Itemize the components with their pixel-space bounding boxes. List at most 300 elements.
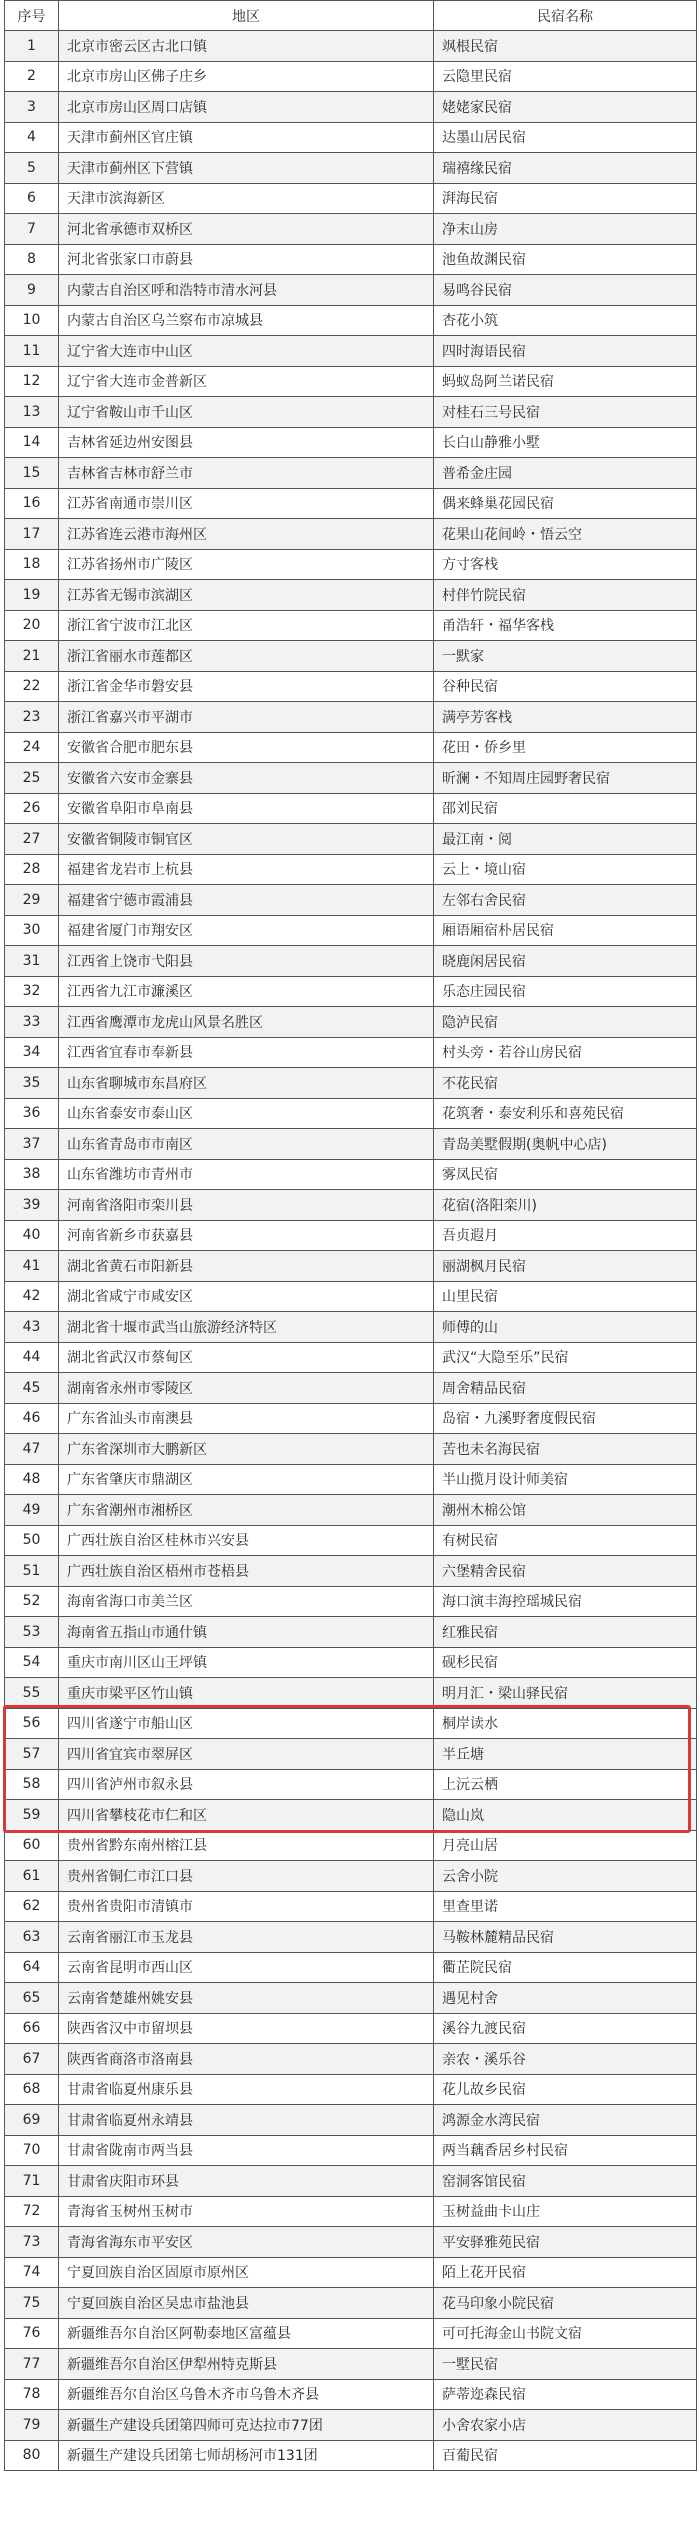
row-region: 河南省新乡市获嘉县	[59, 1220, 434, 1251]
row-number: 47	[5, 1434, 59, 1465]
row-region: 河北省承德市双桥区	[59, 214, 434, 245]
row-region: 重庆市南川区山王坪镇	[59, 1647, 434, 1678]
row-homestay-name: 隐山岚	[434, 1800, 697, 1831]
row-number: 28	[5, 854, 59, 885]
row-region: 云南省楚雄州姚安县	[59, 1983, 434, 2014]
row-region: 重庆市梁平区竹山镇	[59, 1678, 434, 1709]
row-number: 57	[5, 1739, 59, 1770]
row-homestay-name: 可可托海金山书院文宿	[434, 2318, 697, 2349]
table-row	[5, 2166, 697, 2197]
header-homestay-name: 民宿名称	[434, 1, 697, 31]
row-number: 10	[5, 305, 59, 336]
row-region: 湖北省咸宁市咸安区	[59, 1281, 434, 1312]
row-number: 31	[5, 946, 59, 977]
row-homestay-name: 遇见村舍	[434, 1983, 697, 2014]
row-homestay-name: 丽湖枫月民宿	[434, 1251, 697, 1282]
row-number: 66	[5, 2013, 59, 2044]
table-row	[5, 2288, 697, 2319]
table-row	[5, 1251, 697, 1282]
table-row	[5, 397, 697, 428]
row-homestay-name: 武汉“大隐至乐”民宿	[434, 1342, 697, 1373]
row-region: 山东省泰安市泰山区	[59, 1098, 434, 1129]
row-region: 江苏省无锡市滨湖区	[59, 580, 434, 611]
table-row	[5, 1983, 697, 2014]
row-homestay-name: 易鸣谷民宿	[434, 275, 697, 306]
row-homestay-name: 砚杉民宿	[434, 1647, 697, 1678]
row-homestay-name: 月亮山居	[434, 1830, 697, 1861]
table-row	[5, 2379, 697, 2410]
row-region: 内蒙古自治区呼和浩特市清水河县	[59, 275, 434, 306]
table-row	[5, 2227, 697, 2258]
row-homestay-name: 花儿故乡民宿	[434, 2074, 697, 2105]
table-row	[5, 1769, 697, 1800]
row-homestay-name: 晓鹿闲居民宿	[434, 946, 697, 977]
row-region: 福建省龙岩市上杭县	[59, 854, 434, 885]
table-row	[5, 1220, 697, 1251]
table-row	[5, 31, 697, 62]
row-number: 44	[5, 1342, 59, 1373]
row-homestay-name: 云舍小院	[434, 1861, 697, 1892]
row-homestay-name: 花果山花间岭・悟云空	[434, 519, 697, 550]
row-homestay-name: 乐态庄园民宿	[434, 976, 697, 1007]
row-region: 内蒙古自治区乌兰察布市凉城县	[59, 305, 434, 336]
row-homestay-name: 满亭芳客栈	[434, 702, 697, 733]
row-region: 江西省上饶市弋阳县	[59, 946, 434, 977]
row-region: 广东省深圳市大鹏新区	[59, 1434, 434, 1465]
row-region: 河南省洛阳市栾川县	[59, 1190, 434, 1221]
table-body	[5, 31, 697, 2471]
row-region: 辽宁省大连市金普新区	[59, 366, 434, 397]
row-number: 72	[5, 2196, 59, 2227]
row-homestay-name: 花马印象小院民宿	[434, 2288, 697, 2319]
row-homestay-name: 平安驿雅苑民宿	[434, 2227, 697, 2258]
row-homestay-name: 潮州木棉公馆	[434, 1495, 697, 1526]
row-number: 55	[5, 1678, 59, 1709]
row-number: 43	[5, 1312, 59, 1343]
row-region: 陕西省商洛市洛南县	[59, 2044, 434, 2075]
row-number: 38	[5, 1159, 59, 1190]
row-homestay-name: 岛宿・九溪野奢度假民宿	[434, 1403, 697, 1434]
row-region: 福建省宁德市霞浦县	[59, 885, 434, 916]
row-region: 广东省肇庆市鼎湖区	[59, 1464, 434, 1495]
row-number: 80	[5, 2440, 59, 2471]
row-number: 20	[5, 610, 59, 641]
table-row	[5, 1647, 697, 1678]
row-homestay-name: 吾贞遐月	[434, 1220, 697, 1251]
row-region: 新疆维吾尔自治区阿勒泰地区富蕴县	[59, 2318, 434, 2349]
row-region: 贵州省贵阳市清镇市	[59, 1891, 434, 1922]
table-row	[5, 1586, 697, 1617]
row-homestay-name: 溪谷九渡民宿	[434, 2013, 697, 2044]
row-homestay-name: 衢芷院民宿	[434, 1952, 697, 1983]
row-homestay-name: 邵刘民宿	[434, 793, 697, 824]
row-region: 安徽省铜陵市铜官区	[59, 824, 434, 855]
row-homestay-name: 最江南・阅	[434, 824, 697, 855]
row-homestay-name: 湃海民宿	[434, 183, 697, 214]
row-region: 甘肃省陇南市两当县	[59, 2135, 434, 2166]
table-row	[5, 2257, 697, 2288]
row-homestay-name: 四时海语民宿	[434, 336, 697, 367]
row-homestay-name: 杏花小筑	[434, 305, 697, 336]
table-row	[5, 427, 697, 458]
row-number: 33	[5, 1007, 59, 1038]
row-number: 5	[5, 153, 59, 184]
row-region: 江西省九江市濂溪区	[59, 976, 434, 1007]
row-number: 24	[5, 732, 59, 763]
table-row	[5, 214, 697, 245]
row-number: 27	[5, 824, 59, 855]
row-number: 48	[5, 1464, 59, 1495]
row-region: 湖南省永州市零陵区	[59, 1373, 434, 1404]
row-number: 76	[5, 2318, 59, 2349]
row-homestay-name: 瑞禧缘民宿	[434, 153, 697, 184]
row-region: 北京市房山区佛子庄乡	[59, 61, 434, 92]
row-number: 2	[5, 61, 59, 92]
row-number: 25	[5, 763, 59, 794]
row-homestay-name: 左邻右舍民宿	[434, 885, 697, 916]
row-region: 山东省聊城市东昌府区	[59, 1068, 434, 1099]
table-row	[5, 1007, 697, 1038]
row-homestay-name: 池鱼故渊民宿	[434, 244, 697, 275]
row-region: 福建省厦门市翔安区	[59, 915, 434, 946]
table-row	[5, 824, 697, 855]
row-number: 49	[5, 1495, 59, 1526]
table-row	[5, 2410, 697, 2441]
row-number: 37	[5, 1129, 59, 1160]
table-row	[5, 153, 697, 184]
row-number: 3	[5, 92, 59, 123]
row-number: 8	[5, 244, 59, 275]
row-homestay-name: 厢语厢宿朴居民宿	[434, 915, 697, 946]
row-region: 甘肃省临夏州永靖县	[59, 2105, 434, 2136]
row-homestay-name: 昕澜・不知周庄园野奢民宿	[434, 763, 697, 794]
table-row	[5, 488, 697, 519]
row-number: 54	[5, 1647, 59, 1678]
row-homestay-name: 甬浩轩・福华客栈	[434, 610, 697, 641]
row-number: 50	[5, 1525, 59, 1556]
table-row	[5, 1617, 697, 1648]
table-row	[5, 1403, 697, 1434]
table-row	[5, 244, 697, 275]
row-homestay-name: 半山揽月设计师美宿	[434, 1464, 697, 1495]
table-row	[5, 2349, 697, 2380]
row-homestay-name: 半丘塘	[434, 1739, 697, 1770]
row-number: 62	[5, 1891, 59, 1922]
row-region: 宁夏回族自治区吴忠市盐池县	[59, 2288, 434, 2319]
table-row	[5, 1678, 697, 1709]
row-homestay-name: 达墨山居民宿	[434, 122, 697, 153]
table-row	[5, 122, 697, 153]
row-number: 35	[5, 1068, 59, 1099]
row-region: 北京市密云区古北口镇	[59, 31, 434, 62]
table-row	[5, 2196, 697, 2227]
row-homestay-name: 花筑奢・泰安利乐和喜苑民宿	[434, 1098, 697, 1129]
row-number: 12	[5, 366, 59, 397]
table-row	[5, 671, 697, 702]
table-row	[5, 1312, 697, 1343]
row-number: 79	[5, 2410, 59, 2441]
table-row	[5, 1159, 697, 1190]
table-row	[5, 2044, 697, 2075]
row-region: 新疆生产建设兵团第四师可克达拉市77团	[59, 2410, 434, 2441]
row-homestay-name: 两当藕香居乡村民宿	[434, 2135, 697, 2166]
row-homestay-name: 师傅的山	[434, 1312, 697, 1343]
row-number: 61	[5, 1861, 59, 1892]
row-number: 42	[5, 1281, 59, 1312]
row-region: 湖北省黄石市阳新县	[59, 1251, 434, 1282]
row-homestay-name: 山里民宿	[434, 1281, 697, 1312]
row-homestay-name: 隐泸民宿	[434, 1007, 697, 1038]
row-number: 13	[5, 397, 59, 428]
row-homestay-name: 鸿源金水湾民宿	[434, 2105, 697, 2136]
table-row	[5, 1190, 697, 1221]
table-row	[5, 915, 697, 946]
row-number: 52	[5, 1586, 59, 1617]
table-row	[5, 519, 697, 550]
row-homestay-name: 萨蒂迩森民宿	[434, 2379, 697, 2410]
row-number: 78	[5, 2379, 59, 2410]
row-number: 21	[5, 641, 59, 672]
row-homestay-name: 花宿(洛阳栾川)	[434, 1190, 697, 1221]
row-number: 30	[5, 915, 59, 946]
row-region: 江苏省连云港市海州区	[59, 519, 434, 550]
row-number: 73	[5, 2227, 59, 2258]
table-row	[5, 1098, 697, 1129]
row-homestay-name: 对桂石三号民宿	[434, 397, 697, 428]
row-homestay-name: 飒根民宿	[434, 31, 697, 62]
row-region: 广东省汕头市南澳县	[59, 1403, 434, 1434]
row-homestay-name: 云上・境山宿	[434, 854, 697, 885]
table-row	[5, 1068, 697, 1099]
row-number: 69	[5, 2105, 59, 2136]
row-region: 浙江省金华市磐安县	[59, 671, 434, 702]
row-number: 68	[5, 2074, 59, 2105]
row-region: 天津市蓟州区下营镇	[59, 153, 434, 184]
table-row	[5, 2318, 697, 2349]
row-homestay-name: 谷种民宿	[434, 671, 697, 702]
table-row	[5, 763, 697, 794]
table-row	[5, 1342, 697, 1373]
table-row	[5, 854, 697, 885]
row-homestay-name: 苦也未名海民宿	[434, 1434, 697, 1465]
row-region: 云南省丽江市玉龙县	[59, 1922, 434, 1953]
table-row	[5, 1800, 697, 1831]
table-row	[5, 732, 697, 763]
row-homestay-name: 百葡民宿	[434, 2440, 697, 2471]
row-region: 河北省张家口市蔚县	[59, 244, 434, 275]
table-row	[5, 1891, 697, 1922]
table-row	[5, 1495, 697, 1526]
row-homestay-name: 一墅民宿	[434, 2349, 697, 2380]
row-number: 70	[5, 2135, 59, 2166]
row-number: 1	[5, 31, 59, 62]
row-number: 53	[5, 1617, 59, 1648]
table-row	[5, 2440, 697, 2471]
table-row	[5, 610, 697, 641]
row-homestay-name: 亲农・溪乐谷	[434, 2044, 697, 2075]
row-number: 40	[5, 1220, 59, 1251]
table-row	[5, 183, 697, 214]
row-number: 77	[5, 2349, 59, 2380]
row-region: 北京市房山区周口店镇	[59, 92, 434, 123]
row-region: 江西省宜春市奉新县	[59, 1037, 434, 1068]
row-region: 新疆维吾尔自治区乌鲁木齐市乌鲁木齐县	[59, 2379, 434, 2410]
row-number: 75	[5, 2288, 59, 2319]
row-number: 59	[5, 1800, 59, 1831]
row-number: 32	[5, 976, 59, 1007]
homestay-table	[4, 0, 697, 2471]
row-number: 63	[5, 1922, 59, 1953]
row-region: 海南省五指山市通什镇	[59, 1617, 434, 1648]
table-row	[5, 1037, 697, 1068]
row-number: 22	[5, 671, 59, 702]
row-homestay-name: 净末山房	[434, 214, 697, 245]
row-number: 36	[5, 1098, 59, 1129]
row-number: 60	[5, 1830, 59, 1861]
table-row	[5, 275, 697, 306]
table-row	[5, 458, 697, 489]
row-region: 宁夏回族自治区固原市原州区	[59, 2257, 434, 2288]
table-row	[5, 1861, 697, 1892]
row-homestay-name: 玉树益曲卡山庄	[434, 2196, 697, 2227]
row-region: 天津市滨海新区	[59, 183, 434, 214]
table-row	[5, 1708, 697, 1739]
row-homestay-name: 海口演丰海控瑶城民宿	[434, 1586, 697, 1617]
table-row	[5, 1373, 697, 1404]
row-homestay-name: 周舍精品民宿	[434, 1373, 697, 1404]
row-homestay-name: 长白山静雅小墅	[434, 427, 697, 458]
table-row	[5, 366, 697, 397]
row-region: 四川省遂宁市船山区	[59, 1708, 434, 1739]
row-region: 新疆维吾尔自治区伊犁州特克斯县	[59, 2349, 434, 2380]
row-region: 四川省泸州市叙永县	[59, 1769, 434, 1800]
row-region: 安徽省合肥市肥东县	[59, 732, 434, 763]
row-region: 浙江省丽水市莲都区	[59, 641, 434, 672]
row-number: 29	[5, 885, 59, 916]
row-homestay-name: 明月汇・梁山驿民宿	[434, 1678, 697, 1709]
row-number: 64	[5, 1952, 59, 1983]
row-region: 青海省玉树州玉树市	[59, 2196, 434, 2227]
table-header-row	[5, 1, 697, 31]
row-region: 安徽省六安市金寨县	[59, 763, 434, 794]
row-number: 65	[5, 1983, 59, 2014]
row-region: 江苏省南通市崇川区	[59, 488, 434, 519]
row-region: 浙江省嘉兴市平湖市	[59, 702, 434, 733]
row-homestay-name: 有树民宿	[434, 1525, 697, 1556]
row-number: 23	[5, 702, 59, 733]
row-number: 11	[5, 336, 59, 367]
row-region: 贵州省铜仁市江口县	[59, 1861, 434, 1892]
table-row	[5, 1525, 697, 1556]
row-region: 新疆生产建设兵团第七师胡杨河市131团	[59, 2440, 434, 2471]
row-homestay-name: 一默家	[434, 641, 697, 672]
table-row	[5, 702, 697, 733]
row-homestay-name: 小舍农家小店	[434, 2410, 697, 2441]
table-row	[5, 2135, 697, 2166]
row-homestay-name: 红雅民宿	[434, 1617, 697, 1648]
row-region: 吉林省延边州安图县	[59, 427, 434, 458]
row-region: 辽宁省鞍山市千山区	[59, 397, 434, 428]
row-number: 41	[5, 1251, 59, 1282]
row-region: 广西壮族自治区梧州市苍梧县	[59, 1556, 434, 1587]
row-number: 16	[5, 488, 59, 519]
row-region: 浙江省宁波市江北区	[59, 610, 434, 641]
row-number: 46	[5, 1403, 59, 1434]
table-row	[5, 885, 697, 916]
row-region: 山东省青岛市市南区	[59, 1129, 434, 1160]
row-region: 广西壮族自治区桂林市兴安县	[59, 1525, 434, 1556]
row-homestay-name: 云隐里民宿	[434, 61, 697, 92]
row-region: 广东省潮州市湘桥区	[59, 1495, 434, 1526]
table-row	[5, 1922, 697, 1953]
table-row	[5, 1129, 697, 1160]
table-row	[5, 336, 697, 367]
row-homestay-name: 姥姥家民宿	[434, 92, 697, 123]
row-region: 吉林省吉林市舒兰市	[59, 458, 434, 489]
row-region: 云南省昆明市西山区	[59, 1952, 434, 1983]
table-row	[5, 1739, 697, 1770]
row-homestay-name: 普希金庄园	[434, 458, 697, 489]
row-region: 青海省海东市平安区	[59, 2227, 434, 2258]
row-homestay-name: 陌上花开民宿	[434, 2257, 697, 2288]
row-number: 71	[5, 2166, 59, 2197]
row-region: 四川省攀枝花市仁和区	[59, 1800, 434, 1831]
row-number: 45	[5, 1373, 59, 1404]
table-row	[5, 1281, 697, 1312]
row-region: 湖北省武汉市蔡甸区	[59, 1342, 434, 1373]
table-row	[5, 2074, 697, 2105]
row-number: 67	[5, 2044, 59, 2075]
table-row	[5, 1556, 697, 1587]
row-number: 4	[5, 122, 59, 153]
table-row	[5, 305, 697, 336]
row-number: 15	[5, 458, 59, 489]
row-homestay-name: 上沅云栖	[434, 1769, 697, 1800]
row-region: 贵州省黔东南州榕江县	[59, 1830, 434, 1861]
row-region: 安徽省阜阳市阜南县	[59, 793, 434, 824]
row-number: 39	[5, 1190, 59, 1221]
row-number: 18	[5, 549, 59, 580]
row-region: 陕西省汉中市留坝县	[59, 2013, 434, 2044]
table-row	[5, 946, 697, 977]
row-number: 34	[5, 1037, 59, 1068]
row-region: 山东省潍坊市青州市	[59, 1159, 434, 1190]
header-number: 序号	[5, 1, 59, 31]
table-row	[5, 1464, 697, 1495]
table-row	[5, 641, 697, 672]
row-region: 江西省鹰潭市龙虎山风景名胜区	[59, 1007, 434, 1038]
table-row	[5, 1830, 697, 1861]
row-homestay-name: 村头旁・若谷山房民宿	[434, 1037, 697, 1068]
row-homestay-name: 马鞍林麓精品民宿	[434, 1922, 697, 1953]
table-row	[5, 976, 697, 1007]
row-number: 17	[5, 519, 59, 550]
row-homestay-name: 窑洞客馆民宿	[434, 2166, 697, 2197]
table-row	[5, 549, 697, 580]
row-homestay-name: 里查里诺	[434, 1891, 697, 1922]
row-homestay-name: 青岛美墅假期(奥帆中心店)	[434, 1129, 697, 1160]
row-number: 56	[5, 1708, 59, 1739]
row-number: 19	[5, 580, 59, 611]
row-homestay-name: 蚂蚁岛阿兰诺民宿	[434, 366, 697, 397]
table-row	[5, 1952, 697, 1983]
row-homestay-name: 偶来蜂巢花园民宿	[434, 488, 697, 519]
row-region: 湖北省十堰市武当山旅游经济特区	[59, 1312, 434, 1343]
table-row	[5, 92, 697, 123]
row-homestay-name: 不花民宿	[434, 1068, 697, 1099]
row-homestay-name: 雾凤民宿	[434, 1159, 697, 1190]
row-region: 甘肃省临夏州康乐县	[59, 2074, 434, 2105]
